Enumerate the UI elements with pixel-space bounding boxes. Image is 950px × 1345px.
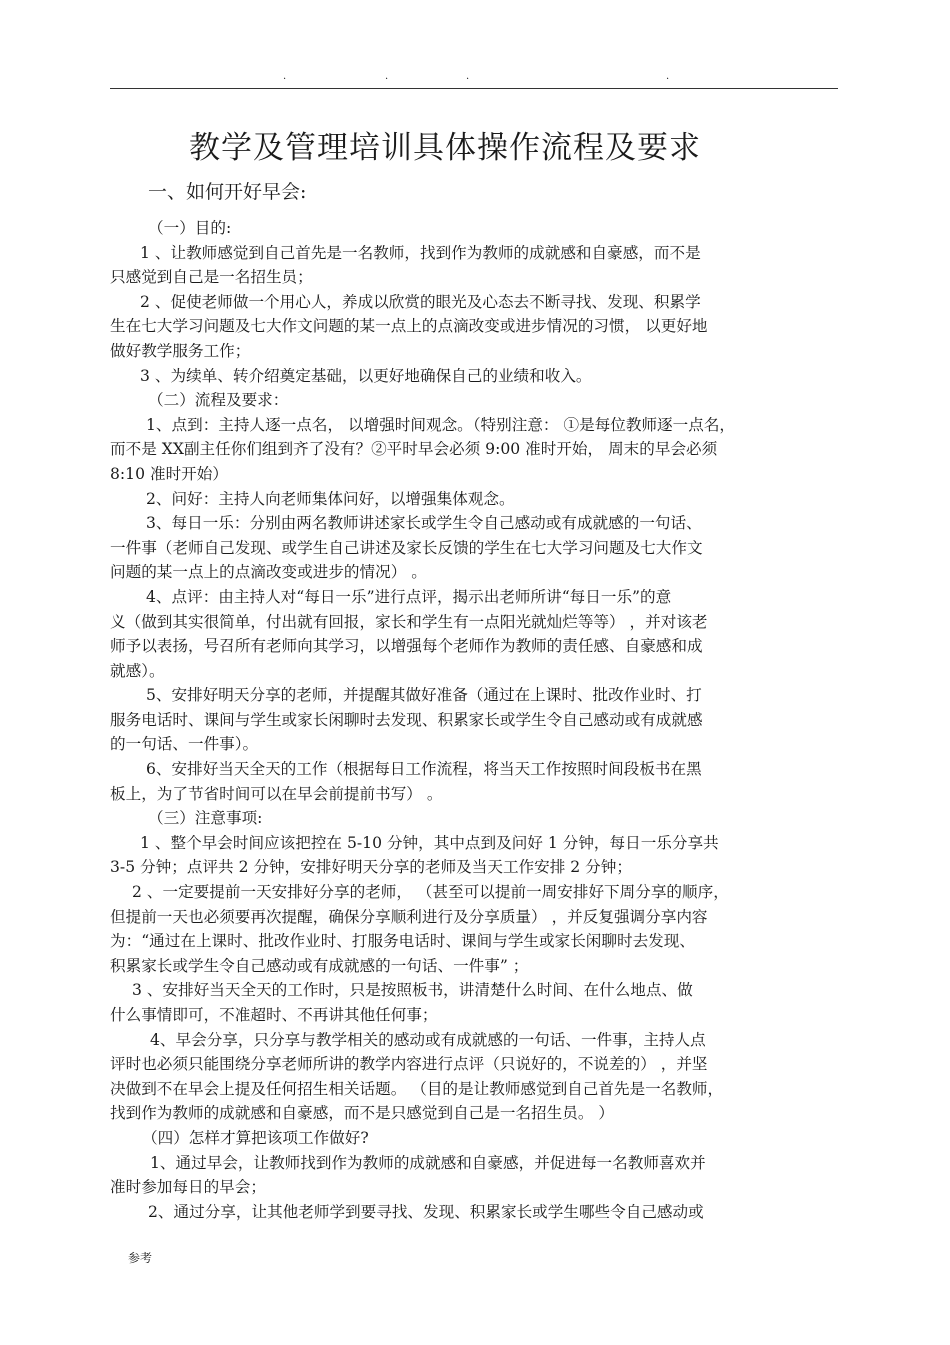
text-line: 评时也必须只能围绕分享老师所讲的教学内容进行点评（只说好的，不说差的） ，并坚 bbox=[110, 1055, 708, 1074]
text-line: 1、通过早会，让教师找到作为教师的成就感和自豪感，并促进每一名教师喜欢并 bbox=[150, 1153, 706, 1172]
text-line: （四）怎样才算把该项工作做好? bbox=[142, 1128, 369, 1147]
text-line: 问题的某一点上的点滴改变或进步的情况） 。 bbox=[110, 563, 427, 582]
text-line: 做好教学服务工作； bbox=[110, 341, 251, 360]
section-heading: 一、如何开好早会: bbox=[148, 181, 307, 203]
text-line: （一）目的: bbox=[148, 219, 232, 237]
header-dot: . bbox=[283, 71, 287, 82]
text-line: 4、点评：由主持人对“每日一乐”进行点评，揭示出老师所讲“每日一乐”的意 bbox=[146, 587, 672, 606]
text-line: 1 、让教师感觉到自己首先是一名教师，找到作为教师的成就感和自豪感，而不是 bbox=[140, 243, 701, 262]
text-line: 什么事情即可，不准超时、不再讲其他任何事； bbox=[110, 1006, 438, 1024]
header-dot: . bbox=[666, 71, 670, 82]
text-line: 4、早会分享，只分享与教学相关的感动或有成就感的一句话、一件事，主持人点 bbox=[150, 1030, 706, 1049]
header-divider bbox=[110, 88, 838, 89]
text-line: 找到作为教师的成就感和自豪感，而不是只感觉到自己是一名招生员。 ） bbox=[110, 1104, 614, 1123]
text-line: （三）注意事项: bbox=[148, 809, 263, 828]
text-line: 而不是 XX副主任你们组到齐了没有？②平时早会必须 9:00 准时开始， 周末的早会必须 bbox=[110, 440, 718, 459]
header-dot: . bbox=[385, 71, 389, 82]
text-line: 板上，为了节省时间可以在早会前提前书写） 。 bbox=[110, 784, 443, 803]
text-line: 师予以表扬，号召所有老师向其学习，以增强每个老师作为教师的责任感、自豪感和成 bbox=[110, 637, 703, 656]
text-line: 5、安排好明天分享的老师，并提醒其做好准备（通过在上课时、批改作业时、打 bbox=[146, 686, 702, 705]
text-line: （二）流程及要求： bbox=[148, 391, 289, 410]
text-line: 准时参加每日的早会； bbox=[110, 1178, 266, 1197]
text-line: 服务电话时、课间与学生或家长闲聊时去发现、积累家长或学生令自己感动或有成就感 bbox=[110, 710, 703, 729]
text-line: 只感觉到自己是一名招生员； bbox=[110, 268, 313, 287]
text-line: 1、点到：主持人逐一点名， 以增强时间观念。（特别注意： ①是每位教师逐一点名， bbox=[146, 415, 736, 434]
text-line: 6、安排好当天全天的工作（根据每日工作流程，将当天工作按照时间段板书在黑 bbox=[146, 760, 702, 779]
text-line: 生在七大学习问题及七大作文问题的某一点上的点滴改变或进步情况的习惯， 以更好地 bbox=[110, 317, 708, 336]
document-body bbox=[110, 216, 840, 1224]
text-line: 3 、安排好当天全天的工作时，只是按照板书，讲清楚什么时间、在什么地点、做 bbox=[132, 981, 693, 1000]
text-line: 的一句话、一件事）。 bbox=[110, 735, 259, 754]
text-line: 一件事（老师自己发现、或学生自己讲述及家长反馈的学生在七大学习问题及七大作文 bbox=[110, 538, 703, 557]
text-line: 就感）。 bbox=[110, 661, 165, 680]
text-line: 积累家长或学生令自己感动或有成就感的一句话、一件事” ； bbox=[110, 956, 529, 975]
text-line: 3 、为续单、转介绍奠定基础，以更好地确保自己的业绩和收入。 bbox=[140, 366, 592, 385]
text-line: 决做到不在早会上提及任何招生相关话题。 （目的是让教师感觉到自己首先是一名教师， bbox=[110, 1079, 724, 1098]
text-line: 2 、一定要提前一天安排好分享的老师， （甚至可以提前一周安排好下周分享的顺序， bbox=[132, 883, 729, 902]
text-line: 2、问好：主持人向老师集体问好，以增强集体观念。 bbox=[146, 489, 515, 508]
text-line: 3、每日一乐：分别由两名教师讲述家长或学生令自己感动或有成就感的一句话、 bbox=[146, 514, 702, 533]
text-line: 8:10 准时开始） bbox=[110, 464, 228, 483]
text-line: 为：“通过在上课时、批改作业时、打服务电话时、课间与学生或家长闲聊时去发现、 bbox=[110, 932, 695, 951]
page-footer: 参考 bbox=[128, 1251, 153, 1265]
header-dot: . bbox=[466, 71, 470, 82]
document-title: 教学及管理培训具体操作流程及要求 bbox=[189, 130, 701, 166]
text-line: 2、通过分享，让其他老师学到要寻找、发现、积累家长或学生哪些令自己感动或 bbox=[148, 1202, 704, 1221]
text-line: 但提前一天也必须要再次提醒，确保分享顺利进行及分享质量） ，并反复强调分享内容 bbox=[110, 907, 708, 926]
text-line: 1 、整个早会时间应该把控在 5-10 分钟，其中点到及问好 1 分钟，每日一乐分享共 bbox=[140, 833, 719, 852]
text-line: 义（做到其实很简单，付出就有回报，家长和学生有一点阳光就灿烂等等） ，并对该老 bbox=[110, 612, 708, 631]
header-dots bbox=[0, 72, 950, 84]
text-line: 3-5 分钟；点评共 2 分钟，安排好明天分享的老师及当天工作安排 2 分钟； bbox=[110, 858, 632, 877]
text-line: 2 、促使老师做一个用心人，养成以欣赏的眼光及心态去不断寻找、发现、积累学 bbox=[140, 292, 701, 311]
